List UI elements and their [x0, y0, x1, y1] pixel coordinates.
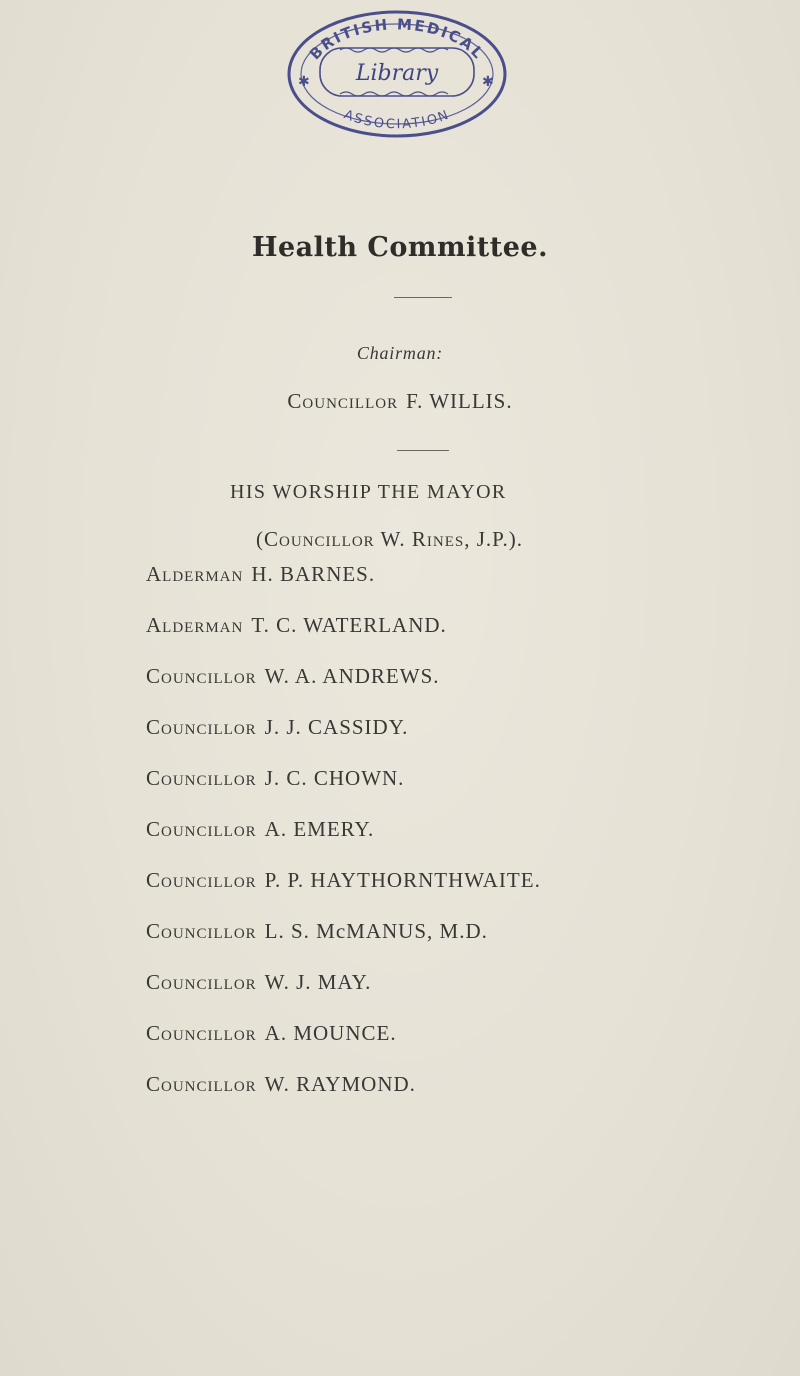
member-title: Alderman	[146, 613, 244, 637]
member-title: Councillor	[146, 766, 257, 790]
member-title: Councillor	[146, 919, 257, 943]
member-name: A. EMERY.	[264, 817, 375, 841]
star-icon: ✱	[482, 74, 494, 90]
list-item	[146, 817, 374, 842]
chairman-title: Councillor	[287, 389, 399, 413]
mayor-subline: (Councillor W. Rines, J.P.).	[256, 527, 524, 551]
library-stamp	[282, 6, 512, 144]
list-item	[146, 715, 408, 740]
member-name: P. P. HAYTHORNTHWAITE.	[264, 868, 541, 892]
chairman-label: Chairman:	[356, 343, 444, 363]
chairman-name: F. WILLIS.	[406, 389, 513, 413]
page-title: Health Committee.	[251, 232, 549, 263]
stamp-bottom-text: ASSOCIATION	[341, 107, 453, 133]
stamp-top-text: BRITISH MEDICAL	[305, 15, 489, 64]
divider	[397, 450, 449, 451]
mayor-line: HIS WORSHIP THE MAYOR	[230, 481, 507, 503]
member-name: W. J. MAY.	[264, 970, 372, 994]
member-name: A. MOUNCE.	[264, 1021, 397, 1045]
list-item	[146, 1072, 416, 1097]
member-title: Councillor	[146, 970, 257, 994]
list-item	[146, 919, 488, 944]
list-item	[146, 766, 404, 791]
member-name: W. A. ANDREWS.	[264, 664, 440, 688]
list-item	[146, 613, 447, 638]
member-title: Councillor	[146, 1021, 257, 1045]
member-title: Councillor	[146, 1072, 257, 1096]
member-title: Alderman	[146, 562, 244, 586]
member-title: Councillor	[146, 817, 257, 841]
star-icon: ✱	[298, 74, 310, 90]
member-name: T. C. WATERLAND.	[251, 613, 447, 637]
divider	[394, 297, 452, 298]
stamp-center-text: Library	[355, 61, 439, 86]
member-name: L. S. McMANUS, M.D.	[264, 919, 488, 943]
list-item	[146, 562, 375, 587]
chairman-entry	[0, 389, 800, 414]
member-title: Councillor	[146, 868, 257, 892]
list-item	[146, 1021, 397, 1046]
list-item	[146, 970, 371, 995]
member-title: Councillor	[146, 664, 257, 688]
list-item	[146, 868, 541, 893]
member-name: H. BARNES.	[251, 562, 376, 586]
member-title: Councillor	[146, 715, 257, 739]
list-item	[146, 664, 440, 689]
member-name: J. C. CHOWN.	[264, 766, 405, 790]
member-name: W. RAYMOND.	[264, 1072, 416, 1096]
member-name: J. J. CASSIDY.	[264, 715, 409, 739]
